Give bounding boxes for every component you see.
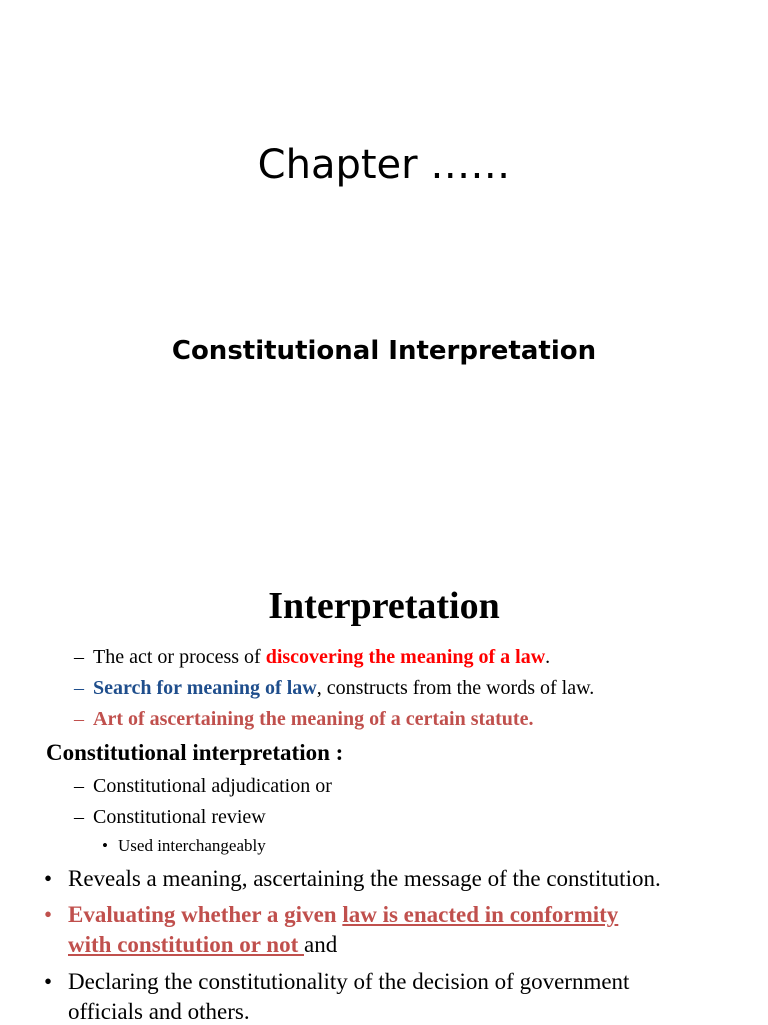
sub-sub-item-text: Used interchangeably: [118, 836, 266, 855]
sub-item: [74, 775, 332, 798]
highlight-text: Art of ascertaining the meaning of a certain statute.: [93, 708, 534, 730]
definition-item: [74, 708, 533, 731]
section-heading: Constitutional interpretation :: [46, 740, 344, 765]
definition-text: , constructs from the words of law.: [316, 677, 595, 699]
dash-marker: –: [74, 806, 84, 828]
bullet-marker: •: [102, 836, 108, 855]
bullet-marker: •: [44, 969, 53, 994]
dash-marker: –: [74, 708, 84, 730]
bullet-marker: •: [44, 902, 53, 927]
slide-interpretation: [0, 576, 768, 1024]
bullet-text: Reveals a meaning, ascertaining the message of the constitution.: [68, 866, 661, 891]
bullet-item: [44, 969, 629, 995]
bullet-text: Declaring the constitutionality of the decision of government: [68, 969, 630, 994]
sub-item-text: Constitutional review: [93, 806, 266, 828]
definition-item: [74, 646, 550, 669]
bullet-item: [44, 866, 661, 892]
slide-title: Interpretation: [268, 585, 500, 627]
highlight-text: Search for meaning of law: [93, 677, 317, 699]
bullet-text: Evaluating whether a given: [68, 902, 343, 927]
sub-item-text: Constitutional adjudication or: [93, 775, 332, 797]
definition-text: .: [545, 646, 551, 668]
bullet-text: and: [304, 932, 338, 957]
underlined-text: law is enacted in conformity: [342, 902, 619, 927]
bullet-item: [44, 902, 618, 928]
sub-sub-item: [102, 836, 266, 856]
bullet-continuation: [68, 932, 337, 958]
bullet-marker: •: [44, 866, 53, 891]
highlight-text: discovering the meaning of a law: [265, 646, 546, 668]
dash-marker: –: [74, 646, 84, 668]
bullet-continuation: officials and others.: [68, 999, 250, 1024]
slide-title: Chapter ……: [257, 142, 511, 188]
definition-text: The act or process of: [93, 646, 266, 668]
underlined-text: with constitution or not: [68, 932, 304, 957]
definition-item: [74, 677, 594, 700]
slide-subtitle: Constitutional Interpretation: [171, 336, 597, 366]
dash-marker: –: [74, 677, 84, 699]
sub-item: [74, 806, 266, 829]
dash-marker: –: [74, 775, 84, 797]
